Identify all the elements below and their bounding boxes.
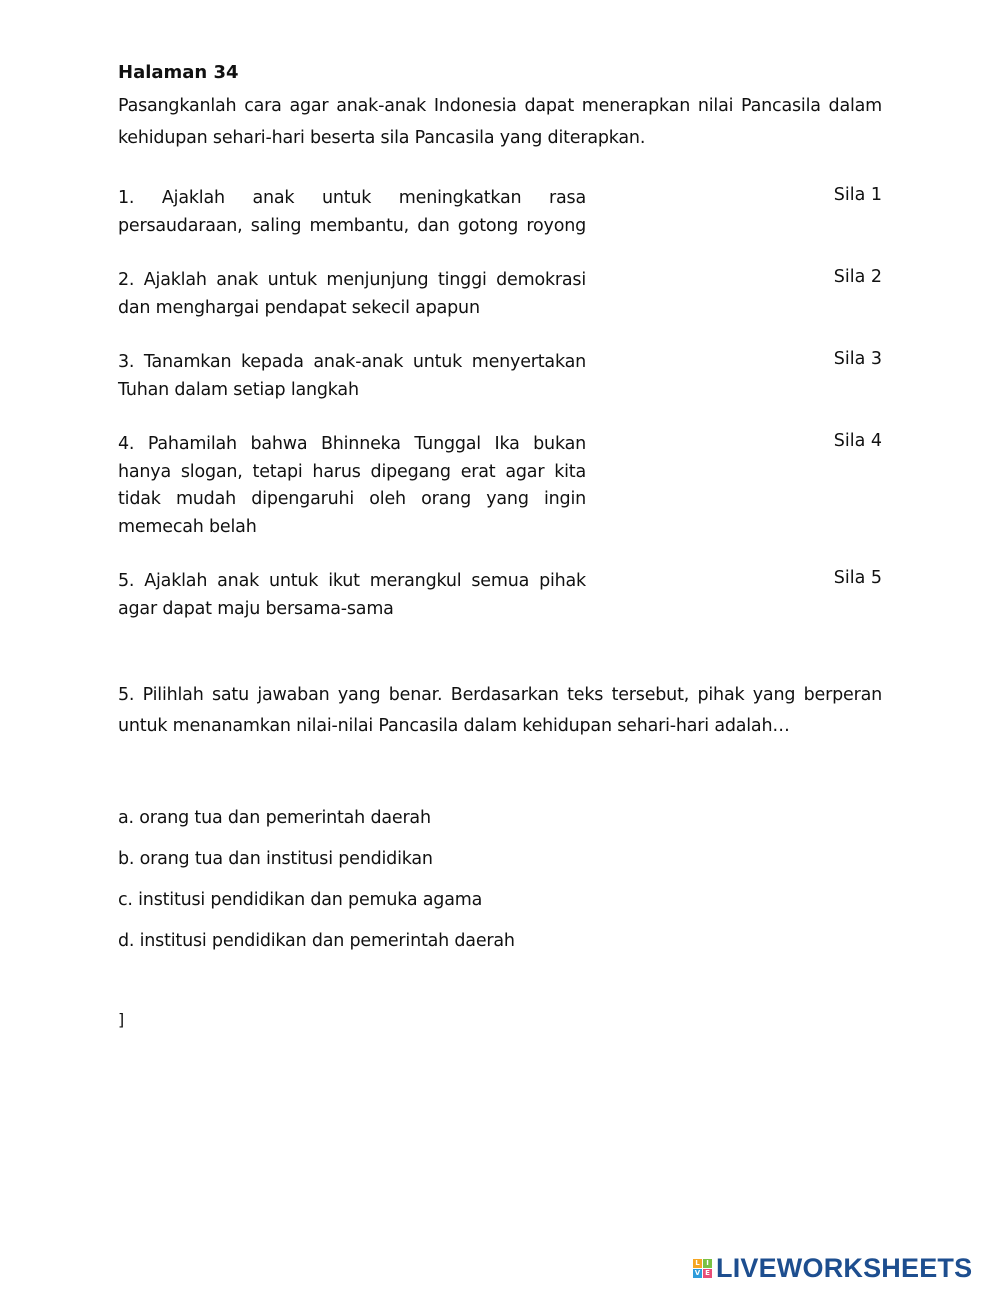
sila-label-3: Sila 3 [833,349,882,369]
match-item-2: 2. Ajaklah anak untuk menjunjung tinggi demokrasi dan menghargai pendapat sekecil apapun [118,270,586,318]
liveworksheets-logo [693,1253,972,1284]
page-title: Halaman 34 [118,62,239,83]
instructions-paragraph: Pasangkanlah cara agar anak-anak Indonesia dapat menerapkan nilai Pancasila dalam kehidupan sehari-hari beserta sila Pancasila yang diterapkan. [118,96,882,148]
match-item-3: 3. Tanamkan kepada anak-anak untuk menyertakan Tuhan dalam setiap langkah [118,352,586,400]
question-text: 5. Pilihlah satu jawaban yang benar. Berdasarkan teks tersebut, pihak yang berperan untuk menanamkan nilai-nilai Pancasila dalam kehidupan sehari-hari adalah… [118,685,882,736]
answer-option-c: c. institusi pendidikan dan pemuka agama [118,890,483,910]
logo-mark-cell: E [703,1269,712,1278]
logo-mark-cell: V [694,1269,701,1277]
logo-mark-icon [693,1259,712,1278]
stray-bracket-mark: ] [118,1010,125,1029]
logo-mark-cell: L [693,1259,702,1268]
answer-option-d: d. institusi pendidikan dan pemerintah daerah [118,931,515,951]
sila-label-5: Sila 5 [833,568,882,588]
sila-label-4: Sila 4 [833,431,882,451]
answer-option-b: b. orang tua dan institusi pendidikan [118,849,433,869]
logo-mark-cell: I [703,1259,712,1268]
match-item-4: 4. Pahamilah bahwa Bhinneka Tunggal Ika bukan hanya slogan, tetapi harus dipegang erat agar kita tidak mudah dipengaruhi oleh orang yang ingin memecah belah [118,434,586,537]
answer-option-a: a. orang tua dan pemerintah daerah [118,808,431,828]
sila-label-2: Sila 2 [833,267,882,287]
sila-label-1: Sila 1 [833,185,882,205]
match-item-5: 5. Ajaklah anak untuk ikut merangkul semua pihak agar dapat maju bersama-sama [118,571,586,619]
logo-text: LIVEWORKSHEETS [716,1253,973,1283]
match-item-1: 1. Ajaklah anak untuk meningkatkan rasa persaudaraan, saling membantu, dan gotong royong [118,188,586,236]
